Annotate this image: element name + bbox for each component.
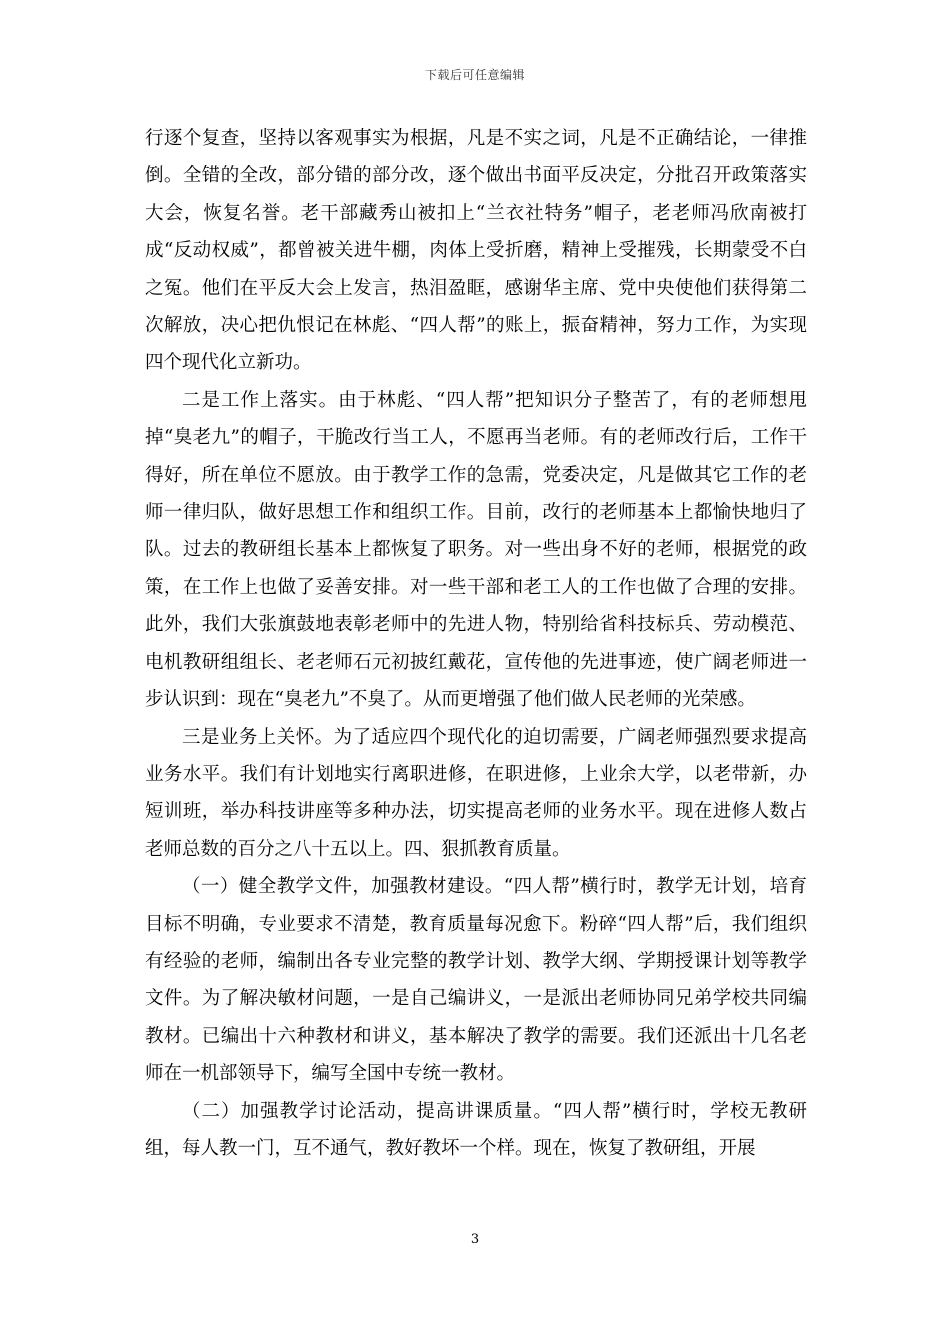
document-body	[145, 120, 807, 1167]
page-number: 3	[470, 1232, 480, 1247]
paragraph-4: （一）健全教学文件，加强教材建设。“四人帮”横行时，教学无计划，培育目标不明确，专业要求不清楚，教育质量每况愈下。粉碎“四人帮”后，我们组织有经验的老师，编制出各专业完整的教学计划、教学大纲、学期授课计划等教学文件。为了解决敏材问题，一是自己编讲义，一是派出老师协同兄弟学校共同编教材。已编出十六种教材和讲义，基本解决了教学的需要。我们还派出十几名老师在一机部领导下，编写全国中专统一教材。	[145, 876, 807, 1085]
paragraph-3: 三是业务上关怀。为了适应四个现代化的迫切需要，广阔老师强烈要求提高业务水平。我们有计划地实行离职进修，在职进修，上业余大学，以老带新，办短训班，举办科技讲座等多种办法，切实提高老师的业务水平。现在进修人数占老师总数的百分之八十五以上。四、狠抓教育质量。	[145, 726, 807, 860]
page-header: 下载后可任意编辑	[424, 68, 525, 82]
paragraph-5: （二）加强教学讨论活动，提高讲课质量。“四人帮”横行时，学校无教研组，每人教一门，互不通气，教好教坏一个样。现在，恢复了教研组，开展	[145, 1100, 807, 1159]
paragraph-1: 行逐个复查，坚持以客观事实为根据，凡是不实之词，凡是不正确结论，一律推倒。全错的全改，部分错的部分改，逐个做出书面平反决定，分批召开政策落实大会，恢复名誉。老干部藏秀山被扣上“兰衣社特务”帽子，老老师冯欣南被打成“反动权威”，都曾被关进牛棚，肉体上受折磨，精神上受摧残，长期蒙受不白之冤。他们在平反大会上发言，热泪盈眶，感谢华主席、党中央使他们获得第二次解放，决心把仇恨记在林彪、“四人帮”的账上，振奋精神，努力工作，为实现四个现代化立新功。	[145, 128, 807, 374]
paragraph-2: 二是工作上落实。由于林彪、“四人帮”把知识分子整苦了，有的老师想甩掉“臭老九”的帽子，干脆改行当工人，不愿再当老师。有的老师改行后，工作干得好，所在单位不愿放。由于教学工作的急需，党委决定，凡是做其它工作的老师一律归队，做好思想工作和组织工作。目前，改行的老师基本上都愉快地归了队。过去的教研组长基本上都恢复了职务。对一些出身不好的老师，根据党的政策，在工作上也做了妥善安排。对一些干部和老工人的工作也做了合理的安排。此外，我们大张旗鼓地表彰老师中的先进人物，特别给省科技标兵、劳动模范、电机教研组组长、老老师石元初披红戴花，宣传他的先进事迹，使广阔老师进一步认识到：现在“臭老九”不臭了。从而更增强了他们做人民老师的光荣感。	[145, 389, 807, 711]
